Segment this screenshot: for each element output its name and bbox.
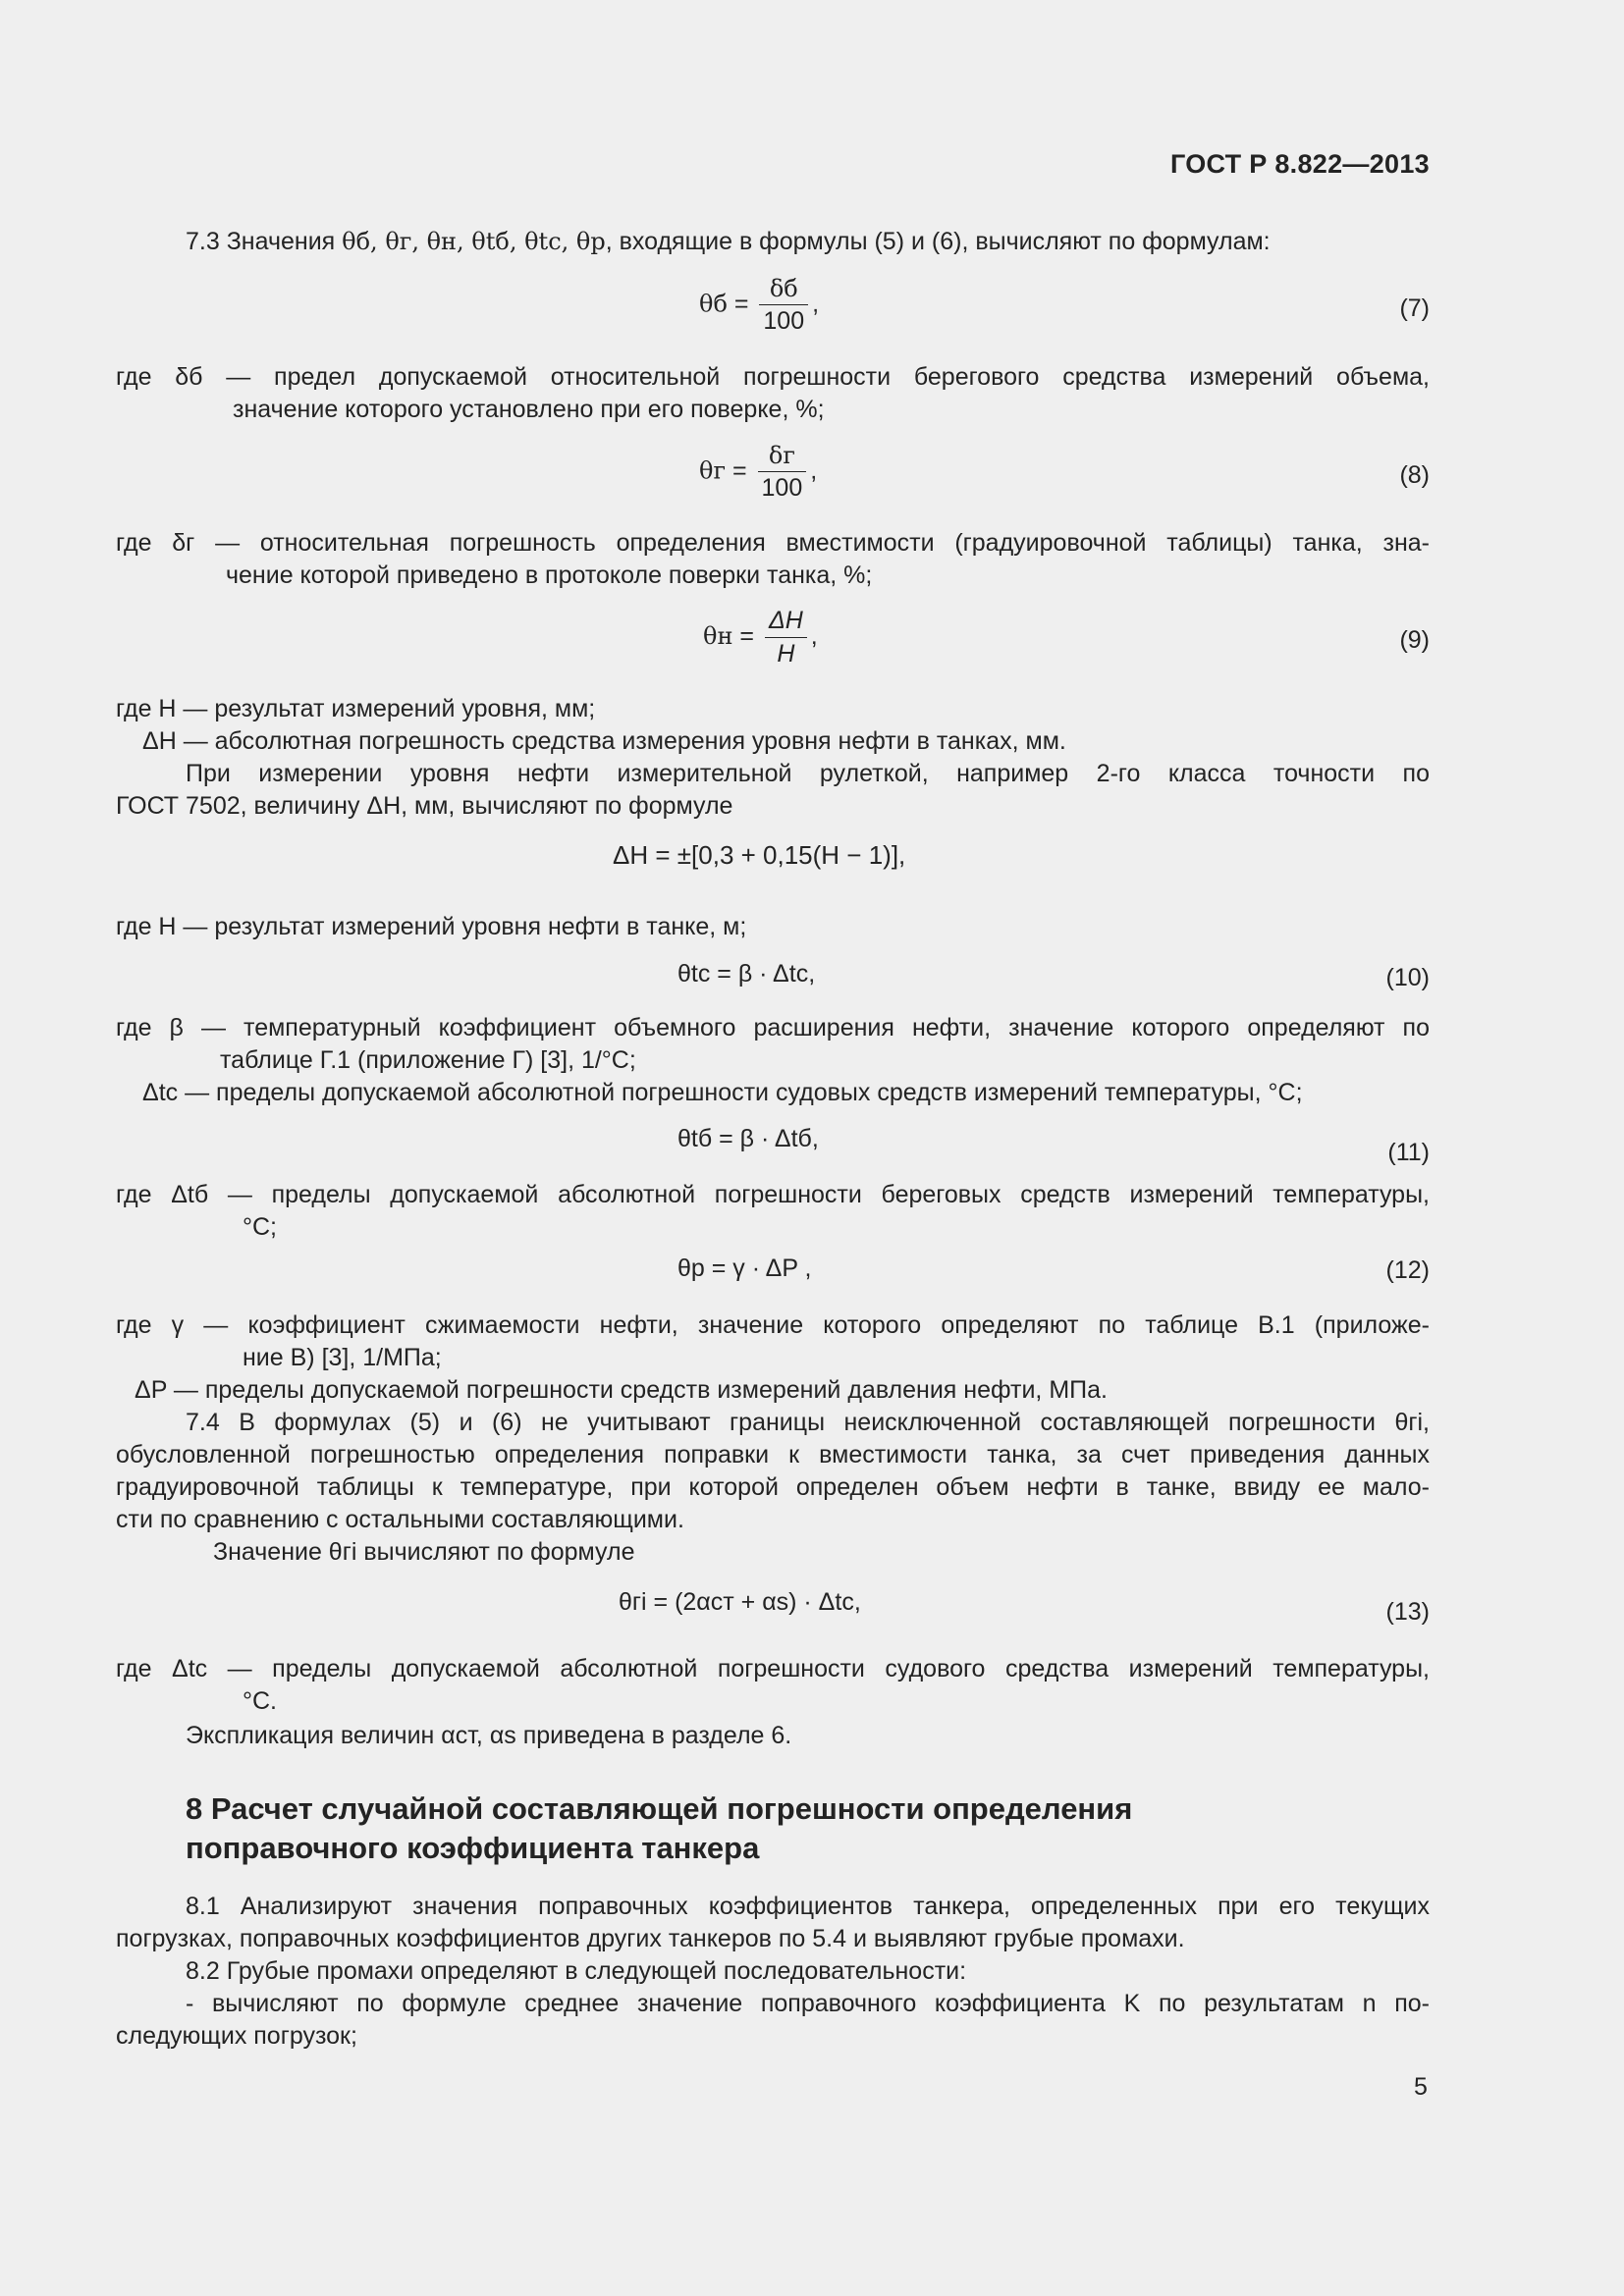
def-10-line1: где β — температурный коэффициент объемного расширения нефти, значение которого определяют по <box>116 1014 1430 1041</box>
equation-number-8: (8) <box>1399 461 1430 489</box>
formula-9-fraction: $\frac{\Delta H}{H}$ <box>765 607 807 668</box>
p82-line3: следующих погрузок; <box>116 2022 357 2050</box>
p73-symbol-list: θб, θг, θн, θtб, θtc, θр <box>342 228 606 255</box>
paragraph-7-3 <box>186 226 1430 258</box>
equation-number-9: (9) <box>1399 626 1430 654</box>
p81-line2: погрузках, поправочных коэффициентов других танкеров по 5.4 и выявляют грубые промахи. <box>116 1925 1185 1952</box>
formula-7: θб = δб 100 , <box>699 275 820 335</box>
def-13-line2: °C. <box>243 1687 277 1715</box>
def-7-line2: значение которого установлено при его поверке, %; <box>233 396 825 423</box>
def-11-line2: °C; <box>243 1213 277 1241</box>
def-12-line3: ΔP — пределы допускаемой погрешности средств измерений давления нефти, МПа. <box>135 1376 1108 1404</box>
def-8-line1: где δг — относительная погрешность определения вместимости (градуировочной таблицы) танка, зна- <box>116 529 1430 557</box>
equation-number-7: (7) <box>1399 294 1430 322</box>
p74-line1: 7.4 В формулах (5) и (6) не учитывают границы неисключенной составляющей погрешности θгi, <box>186 1409 1430 1436</box>
p73-suffix: , входящие в формулы (5) и (6), вычисляют по формулам: <box>605 228 1271 255</box>
document-header: ГОСТ Р 8.822—2013 <box>1169 149 1430 179</box>
formula-8-lhs: θг <box>699 456 727 485</box>
formula-delta-h: ΔH = ±[0,3 + 0,15(H − 1)], <box>613 840 906 870</box>
p74-line2: обусловленной погрешностью определения поправки к вместимости танка, за счет приведения данных <box>116 1441 1430 1468</box>
formula-9: θн = $\frac{\Delta H}{H}$ , <box>703 607 818 667</box>
def-delta-h: где H — результат измерений уровня нефти в танке, м; <box>116 913 747 940</box>
section-8-title-line1: 8 Расчет случайной составляющей погрешности определения <box>186 1791 1133 1826</box>
p74-line3: градуировочной таблицы к температуре, при которой определен объем нефти в танке, ввиду ее мало- <box>116 1473 1430 1501</box>
formula-7-lhs: θб <box>699 290 728 318</box>
page-number: 5 <box>1414 2073 1428 2101</box>
p74-line4: сти по сравнению с остальными составляющими. <box>116 1506 684 1533</box>
equation-number-10: (10) <box>1385 964 1430 991</box>
formula-8: θг = δг 100 , <box>699 442 818 502</box>
def-7-line1: где δб — предел допускаемой относительной погрешности берегового средства измерений объема, <box>116 363 1430 391</box>
p82-line2: - вычисляют по формуле среднее значение поправочного коэффициента K по результатам n по- <box>186 1990 1430 2017</box>
roulette-line2: ГОСТ 7502, величину ΔH, мм, вычисляют по формуле <box>116 792 733 820</box>
equation-number-11: (11) <box>1387 1139 1430 1166</box>
def-9-line1: где H — результат измерений уровня, мм; <box>116 695 596 722</box>
def-10-line2: таблице Г.1 (приложение Г) [3], 1/°C; <box>220 1046 636 1074</box>
equation-number-13: (13) <box>1385 1598 1430 1626</box>
def-13-line1: где Δtc — пределы допускаемой абсолютной погрешности судового средства измерений температуры, <box>116 1655 1430 1682</box>
formula-12: θр = γ · ΔP , <box>677 1255 812 1282</box>
def-10-line3: Δtc — пределы допускаемой абсолютной погрешности судовых средств измерений температуры, °C; <box>142 1079 1303 1106</box>
formula-10: θtc = β · Δtc, <box>677 960 816 988</box>
def-11-line1: где Δtб — пределы допускаемой абсолютной погрешности береговых средств измерений температуры, <box>116 1181 1430 1208</box>
section-8-title-line2: поправочного коэффициента танкера <box>186 1831 760 1865</box>
p81-line1: 8.1 Анализируют значения поправочных коэффициентов танкера, определенных при его текущих <box>186 1893 1430 1920</box>
p74-line5: Значение θгi вычисляют по формуле <box>213 1538 635 1566</box>
def-8-line2: чение которой приведено в протоколе поверки танка, %; <box>226 561 873 589</box>
equation-number-12: (12) <box>1385 1256 1430 1284</box>
p82-line1: 8.2 Грубые промахи определяют в следующей последовательности: <box>186 1957 967 1985</box>
p73-prefix: 7.3 Значения <box>186 228 343 255</box>
formula-8-fraction: δг 100 <box>758 442 807 503</box>
roulette-line1: При измерении уровня нефти измерительной рулеткой, например 2-го класса точности по <box>186 760 1430 787</box>
def-9-line2: ΔH — абсолютная погрешность средства измерения уровня нефти в танках, мм. <box>142 727 1066 755</box>
formula-9-lhs: θн <box>703 622 733 651</box>
formula-7-fraction: δб 100 <box>759 275 808 336</box>
def-12-line1: где γ — коэффициент сжимаемости нефти, значение которого определяют по таблице В.1 (приложе- <box>116 1311 1430 1339</box>
def-12-line2: ние В) [3], 1/МПа; <box>243 1344 442 1371</box>
formula-11: θtб = β · Δtб, <box>677 1125 819 1152</box>
def-13-line3: Экспликация величин αст, αs приведена в разделе 6. <box>186 1722 792 1749</box>
formula-13: θгi = (2αст + αs) · Δtc, <box>619 1588 861 1616</box>
